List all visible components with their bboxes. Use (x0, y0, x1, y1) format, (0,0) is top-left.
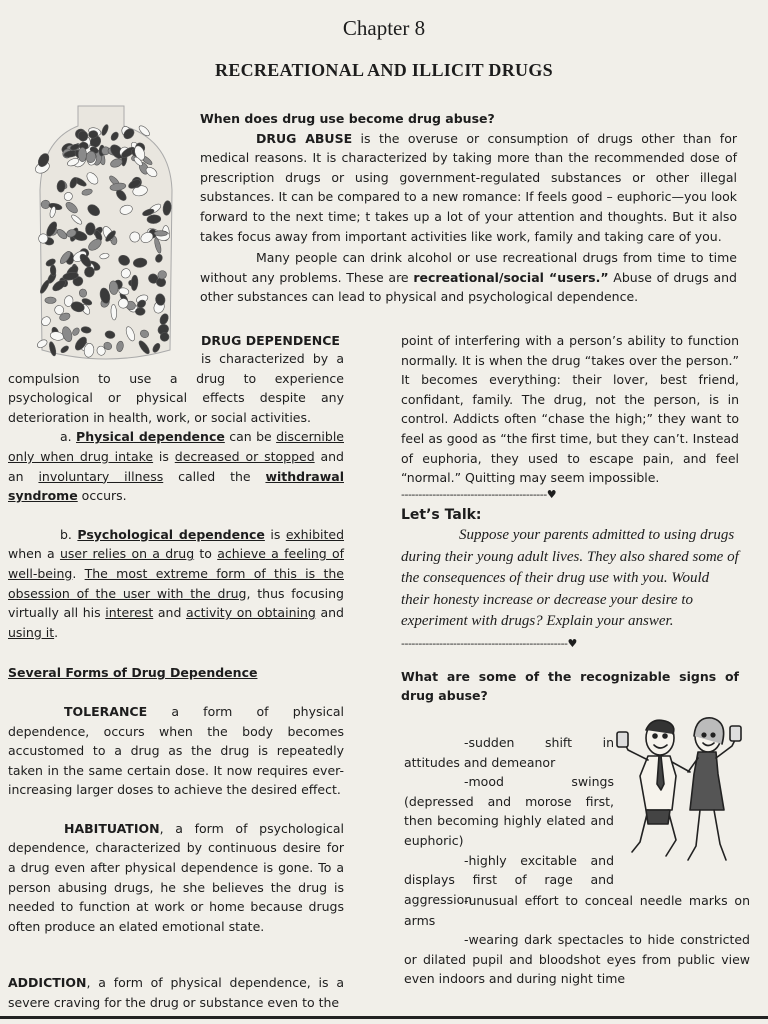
addiction-definition: , a form of physical dependence, is a severe craving for the drug or substance even to the (8, 975, 344, 1011)
tolerance-term: TOLERANCE (64, 703, 148, 719)
text-span: to (194, 546, 218, 562)
psychological-dependence-term: Psychological dependence (77, 526, 265, 542)
pill (50, 265, 56, 277)
divider-line: ------------------------------------------------♥ (401, 636, 577, 650)
text-span: exhibited (285, 526, 345, 542)
users-text-a: Many people can drink alcohol or use recreational drugs from time to time without any problems. These are (200, 250, 737, 285)
text-span: and (153, 605, 187, 621)
chapter-label: Chapter 8 (342, 16, 426, 40)
text-span: activity on obtaining (186, 605, 316, 621)
psychological-dependence-item (8, 525, 344, 643)
right-column (401, 331, 739, 706)
habituation-term: HABITUATION (64, 820, 160, 836)
drug-abuse-paragraph (200, 129, 737, 247)
dependence-heading-block (201, 331, 343, 351)
text-span: discernible (276, 429, 344, 445)
left-column (8, 349, 344, 1013)
chapter-title: RECREATIONAL AND ILLICIT DRUGS (215, 60, 553, 80)
drug-dependence-term: DRUG DEPENDENCE (201, 333, 340, 348)
text-span: can be (224, 429, 277, 445)
text-span: The most extreme form of this is the obsession of the user with the drug (8, 565, 344, 601)
lets-talk-heading: Let’s Talk: (401, 506, 482, 523)
text-span: interest (105, 605, 154, 621)
users-paragraph (200, 248, 737, 307)
drug-abuse-definition: is the overuse or consumption of drugs other than for medical reasons. It is characterized by taking more than the recommended dose of prescription drugs or using government-regulated substances or other illegal substances. It can be compared to a new romance: If feels good – euphoric—you look forward to the next time; t takes up a lot of your attention and thoughts. But it also takes focus away from important activities like work, family and taking care of you. (200, 130, 737, 244)
text-span: when a (8, 546, 60, 562)
pill (45, 297, 56, 303)
page-bottom-rule (0, 1016, 768, 1019)
text-span: called the (163, 468, 266, 484)
sign-item: -wearing dark spectacles to hide constricted or dilated pupil and bloodshot eyes from public view even indoors and during night time (404, 932, 750, 987)
tolerance-definition: a form of physical dependence, occurs when the body becomes accustomed to a drug as the drug is repeatedly taken in the same certain dose. It now requires ever-increasing larger doses to achieve the desired effect. (8, 703, 344, 798)
text-span: . (72, 565, 85, 581)
pill (154, 231, 167, 237)
addiction-continuation: point of interfering with a person’s ability to function normally. It is when the drug “takes over the person.” It becomes everything: their lover, best friend, confidant, family. The drug, not the person, is in control. Addicts often “chase the high;” they want to feel as good as “the first time, but they can’t. Instead of euphoria, they used to escape pain, and feel “normal.” Quitting may seem impossible. (401, 333, 739, 486)
item-b-marker: b. (60, 526, 78, 542)
pill (111, 304, 117, 320)
text-span: user relies on a drug (59, 546, 195, 562)
physical-dependence-item (8, 427, 344, 505)
intro-question: When does drug use become drug abuse? (200, 111, 495, 126)
pill (135, 308, 145, 316)
sign-item: -unusual effort to conceal needle marks on arms (404, 893, 750, 928)
addiction-paragraph (8, 973, 344, 1012)
sign-item: -mood swings (depressed and morose first, then becoming highly elated and euphoric) (404, 774, 614, 848)
text-span: using it (8, 624, 55, 640)
cartoon-couple-illustration (612, 714, 748, 880)
signs-heading: What are some of the recognizable signs of drug abuse? (401, 668, 739, 704)
text-span: is (153, 448, 175, 464)
text-span: , thus focusing virtually all his (8, 585, 344, 621)
intro-section (200, 109, 737, 307)
text-span: . (54, 624, 59, 640)
text-span: achieve a feeling of well-being (8, 546, 345, 581)
signs-list-wide (404, 891, 750, 989)
text-span: occurs. (77, 488, 127, 504)
pill (78, 147, 86, 161)
addiction-term: ADDICTION (8, 975, 87, 991)
pill (129, 232, 140, 243)
tolerance-paragraph (8, 702, 344, 800)
sign-item: -sudden shift in attitudes and demeanor (404, 735, 614, 770)
sign-item: -highly excitable and displays first of rage and aggression (404, 852, 614, 907)
text-span: decreased or stopped (174, 448, 315, 464)
lets-talk-prompt: Suppose your parents admitted to using drugs during their young adult lives. They also shared some of the consequences of their drug use with you. Would their honesty increase or decrease your desire to experiment with drugs? Explain your answer. (401, 527, 739, 630)
text-span: involuntary illness (38, 468, 164, 484)
pill (57, 180, 66, 192)
pills-scatter (34, 106, 172, 359)
pills-jar-illustration (20, 100, 190, 368)
divider-line: ------------------------------------------♥ (401, 487, 557, 501)
text-span: is (264, 526, 286, 542)
physical-dependence-term: Physical dependence (76, 429, 225, 445)
withdrawal-syndrome-term: withdrawal syndrome (8, 468, 344, 504)
item-a-marker: a. (60, 429, 77, 445)
forms-heading: Several Forms of Drug Dependence (8, 665, 258, 681)
signs-list-narrow (404, 733, 614, 909)
users-term: recreational/social “users.” (413, 269, 609, 285)
text-span: and an (8, 448, 344, 484)
habituation-paragraph (8, 819, 344, 937)
drug-abuse-term: DRUG ABUSE (256, 130, 353, 146)
text-span: only when drug intake (8, 448, 154, 464)
users-text-b: Abuse of drugs and other substances can lead to physical and psychological dependence. (200, 269, 737, 305)
habituation-definition: , a form of psychological dependence, characterized by continuous desire for a drug even after physical dependence is gone. To a person abusing drugs, he she believes the drug is needed to function at work or home because drugs often produce an elated emotional state. (8, 820, 344, 934)
text-span: and (315, 605, 344, 621)
drug-dependence-definition: is characterized by a compulsion to use a drug to experience psychological or physical effects despite any deterioration in health, work, or social activities. (8, 351, 344, 425)
